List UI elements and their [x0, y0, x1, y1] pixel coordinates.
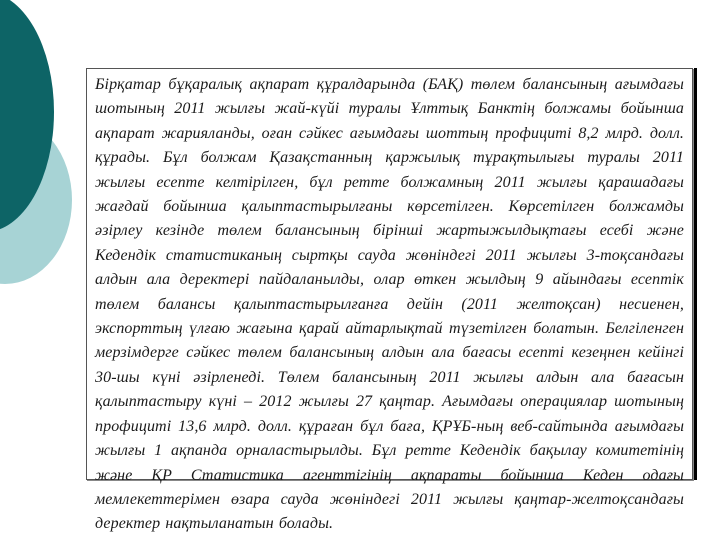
document-paragraph: Бірқатар бұқаралық ақпарат құралдарында (БАҚ) төлем балансының ағымдағы шотының 2011 жылғы жай-күйі туралы Ұлттық Банктің болжамы бойынша ақпарат жарияланды, оған сәйкес ағымдағы шоттың профициті 8,2 млрд. долл. құрады. Бұл болжам Қазақстанның қаржылық тұрақтылығы туралы 2011 жылғы есепте келтірілген, бұл ретте болжамның 2011 жылғы қарашадағы жағдай бойынша қалыптастырылғаны көрсетілген. Көрсетілген болжамды әзірлеу кезінде төлем балансының бірінші жартыжылдықтағы есебі және Кедендік статистиканың сыртқы сауда жөніндегі 2011 жылғы 3-тоқсандағы алдын ала деректері пайдаланылды, олар өткен жылдың 9 айындағы есептік төлем балансы қалыптастырылғанға дейін (2011 желтоқсан) несиенен, экспорттың үлғаю жағына қарай айтарлықтай түзетілген болатын. Белгіленген мерзімдерге сәйкес төлем балансының алдын ала бағасы есепті кезеңнен кейінгі 30-шы күні әзірленеді. Төлем балансының 2011 жылғы алдын ала бағасын қалыптастыру күні – 2012 жылғы 27 қаңтар. Ағымдағы операциялар шотының профициті 13,6 млрд. долл. құраған бұл баға, ҚРҰБ-ның веб-сайтында ағымдағы жылғы 1 ақпанда орналастырылды. Бұл ретте Кедендік бақылау комитетінің және ҚР Статистика агенттігінің ақпараты бойынша Кеден одағы мемлекеттерімен өзара сауда жөніндегі 2011 жылғы қаңтар-желтоқсандағы деректер нақтыланатын болады. — [95, 76, 684, 533]
scanned-document-frame — [86, 68, 693, 533]
document-edge-line — [694, 68, 697, 480]
